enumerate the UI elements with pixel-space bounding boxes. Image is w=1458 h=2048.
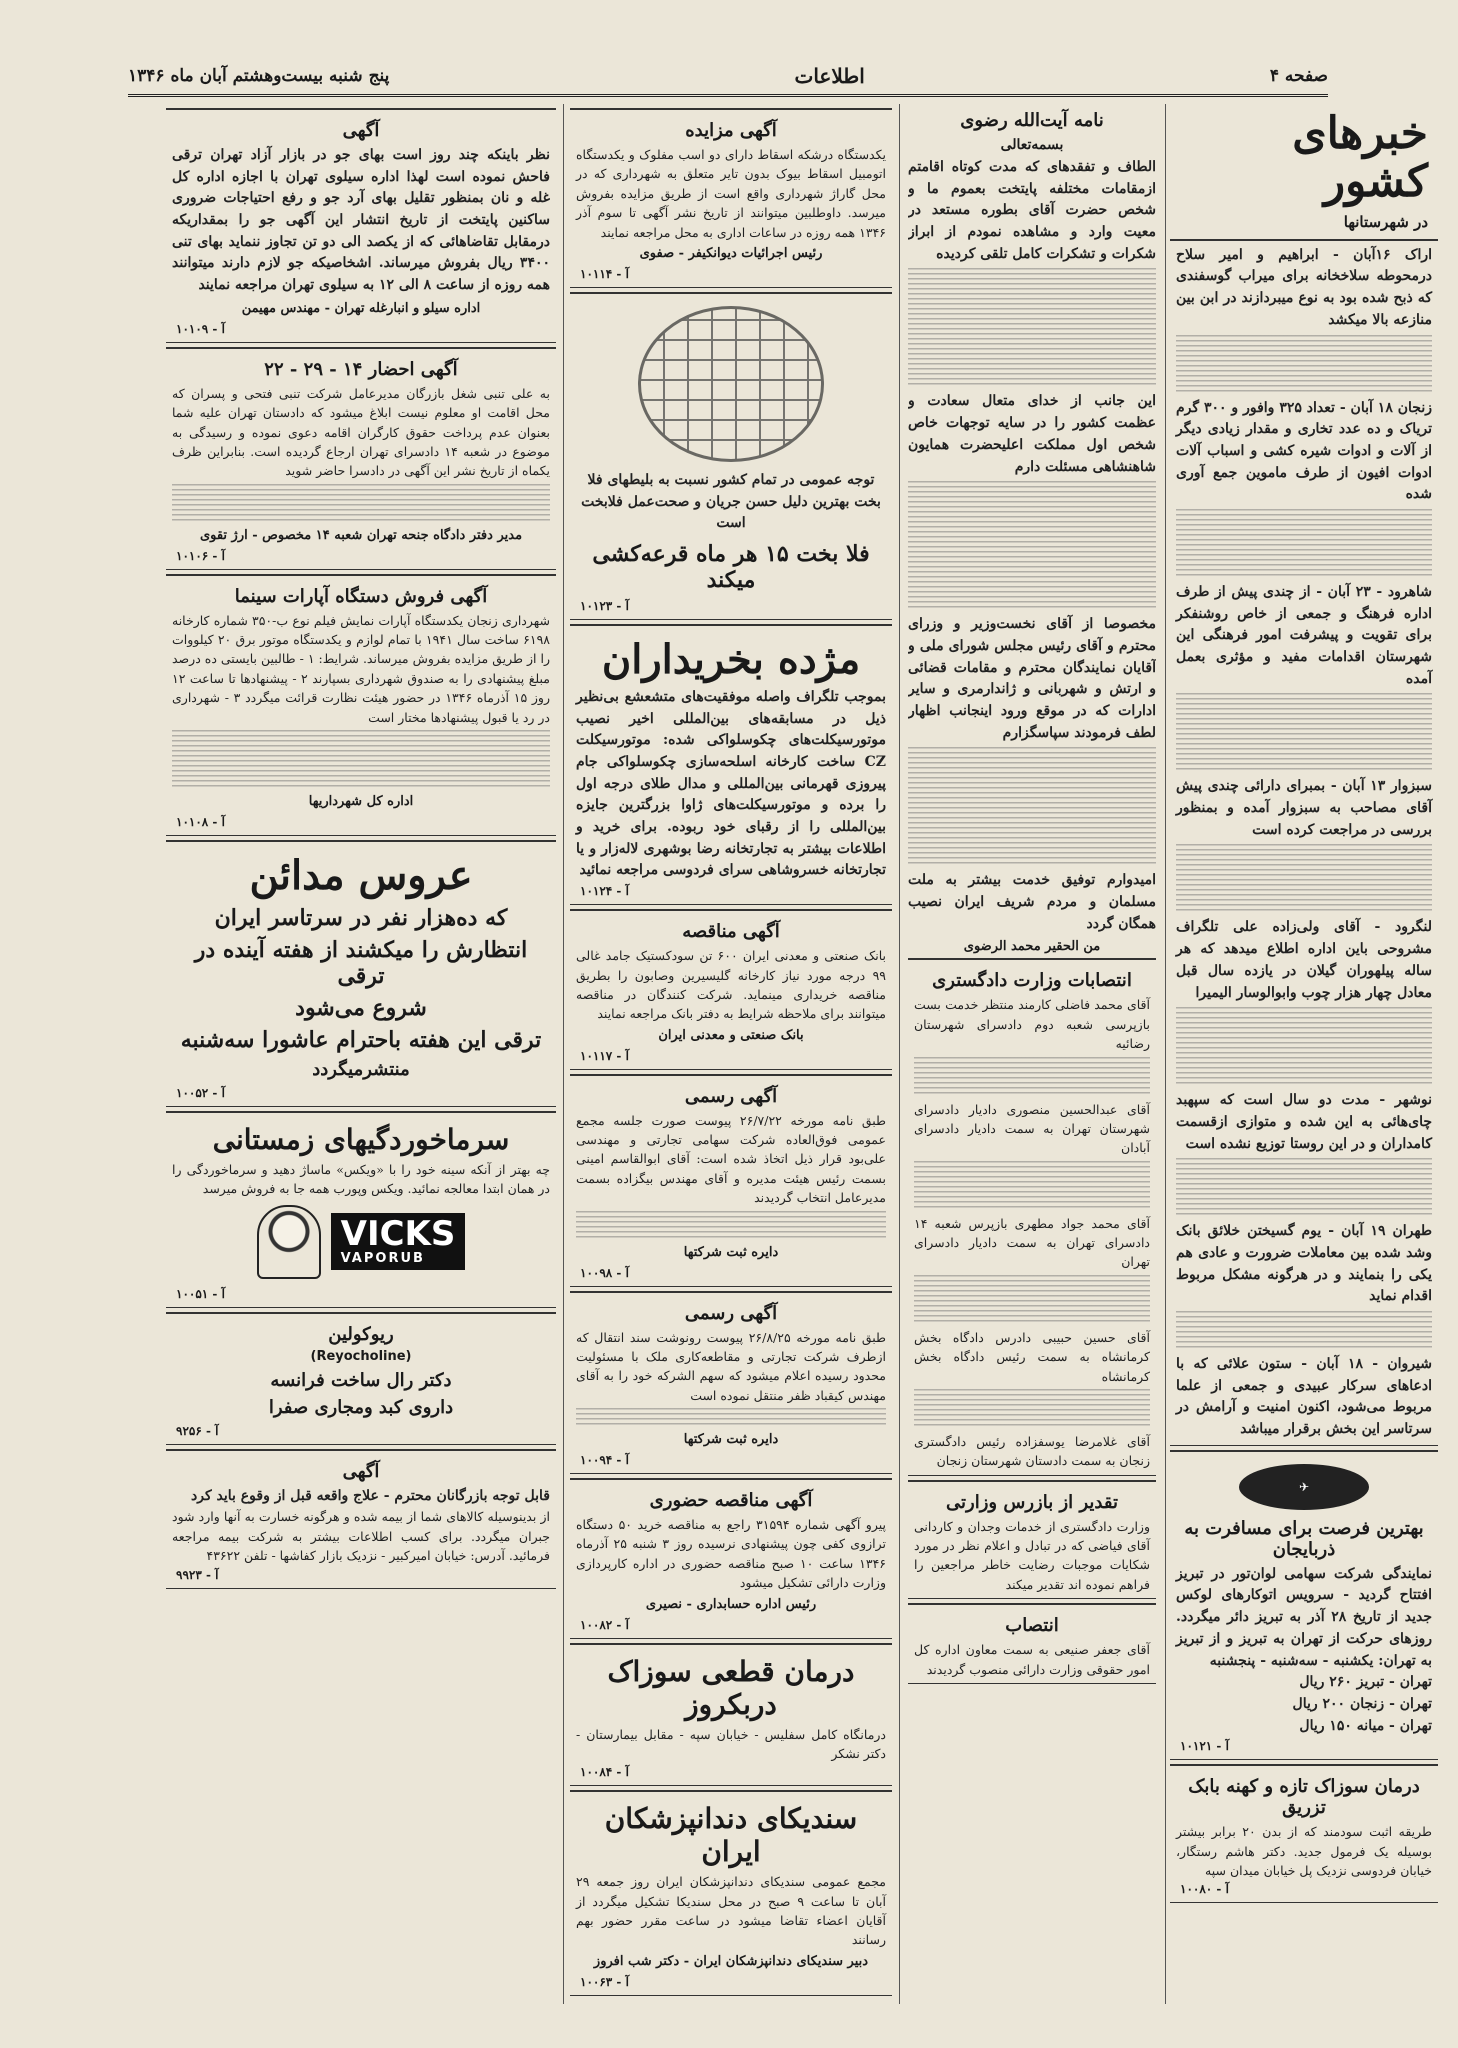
appointment: آقای محمد جواد مطهری بازپرس شعبه ۱۴ دادسرای تهران به سمت دادیار دادسرای تهران xyxy=(914,1215,1150,1270)
letter-para: امیدوارم توفیق خدمت بیشتر به ملت مسلمان و مردم شریف ایران نصیب همگان گردد xyxy=(908,872,1156,932)
ad-code xyxy=(576,1973,886,1991)
ad-code xyxy=(576,1264,886,1282)
news-item: طهران ۱۹ آبان - یوم گسیختن خلائق بانک وشد شده بین معاملات ضرورت و عادی هم یکی را بنمایند و در هرگونه مشکل مربوط اقدام نماید xyxy=(1176,1223,1432,1305)
letter-subtitle: بسمه‌تعالی xyxy=(1000,137,1064,153)
ad-code xyxy=(172,1566,550,1584)
ad-body: شهرداری زنجان یکدستگاه آپارات نمایش فیلم نوع ب-۳۵۰ شماره کارخانه ۶۱۹۸ ساخت سال ۱۹۴۱ با تمام لوازم و یکدستگاه موتور برق ۲۰ کیلووات را از طریق مزایده بفروش میرساند. شرایط: ۱ - طالبین بایستی ده درصد مبلغ پیشنهادی را به صندوق شهرداری بسپارند ۲ - پیشنهادها تا ساعت ۱۲ روز ۱۵ آذرماه ۱۳۴۶ در حضور هیئت نظارت قرائت میگردد ۳ - شهرداری در رد یا قبول پیشنهادها مختار است xyxy=(172,612,551,725)
globe-illustration-icon xyxy=(638,306,824,462)
letter-title: نامه آیت‌الله رضوی xyxy=(960,110,1104,131)
ad-signature: دبیر سندیکای دندانپزشکان ایران - دکتر شب افروز xyxy=(593,1953,869,1969)
ad-title: آگهی مزایده xyxy=(685,120,777,141)
text-lines xyxy=(1176,693,1432,773)
ad-title: آگهی فروش دستگاه آپارات سینما xyxy=(234,585,488,607)
column-notices xyxy=(570,104,892,2000)
text-lines xyxy=(914,1275,1150,1325)
ad-code xyxy=(576,1047,886,1065)
ad-code xyxy=(172,1084,550,1102)
ad-body: مجمع عمومی سندیکای دندانپزشکان ایران روز جمعه ۲۹ آبان تا ساعت ۹ صبح در محل سندیکا تشکیل میگردد از آقایان اعضاء تقاضا میشود در ساعت مقرر حضور بهم رسانند xyxy=(576,1874,886,1948)
vicks-logo-top: VICKS xyxy=(340,1214,456,1255)
text-lines xyxy=(172,730,550,790)
tender-ad xyxy=(570,909,892,1070)
ad-code-text: آ - ۱۰۰۶۳ xyxy=(580,1974,629,1989)
ad-code-text: آ - ۱۰۰۸۰ xyxy=(1180,1882,1229,1897)
ad-code xyxy=(576,882,886,900)
text-lines xyxy=(908,268,1156,388)
section-subtitle: در شهرستانها xyxy=(1343,212,1428,231)
judiciary-section xyxy=(908,958,1156,1475)
appointment: آقای غلامرضا یوسفزاده رئیس دادگستری زنجان به سمت دادستان شهرستان زنجان xyxy=(914,1433,1150,1469)
text-lines xyxy=(908,747,1156,867)
ad-title: آگهی xyxy=(342,1460,380,1482)
ad-code xyxy=(576,597,886,615)
reyocholine-ad xyxy=(166,1312,556,1445)
ad-signature: بانک صنعتی و معدنی ایران xyxy=(658,1027,804,1043)
ad-signature: اداره سیلو و انبارغله تهران - مهندس مهیمن xyxy=(241,300,481,316)
news-item: سبزوار ۱۳ آبان - بمبرای دارائی چندی پیش آقای مصاحب به سبزوار آمده و بمنظور بررسی در مراجعت کرده است xyxy=(1176,778,1433,838)
ad-code xyxy=(172,547,550,565)
section-title: خبرهای کشور xyxy=(1292,108,1428,208)
ad-code xyxy=(172,1422,550,1440)
ad-code-text: آ - ۱۰۱۰۶ xyxy=(176,548,225,563)
tender-ad xyxy=(570,1478,892,1639)
ad-code-text: آ - ۱۰۱۰۸ xyxy=(176,814,225,829)
official-ad xyxy=(570,1074,892,1287)
text-lines xyxy=(1176,1311,1432,1351)
insurance-ad xyxy=(166,1449,556,1589)
ad-body: بانک صنعتی و معدنی ایران ۶۰۰ تن سودکستیک جامد غالی ۹۹ درجه مورد نیاز کارخانه گلیسیرین وصابون را بطریق مناقصه خریداری مینماید. شرکت کنندگان در مناقصه میتوانند برای ملاحظه شرایط به دفتر بانک مراجعه نمایند xyxy=(576,948,886,1022)
ad-title: ریوکولین xyxy=(328,1323,394,1345)
ad-code xyxy=(576,1763,886,1781)
airline-emblem-icon: ✈ xyxy=(1239,1464,1369,1510)
ad-code xyxy=(576,1451,886,1469)
ad-signature: اداره کل شهرداریها xyxy=(308,793,414,809)
letter-para: الطاف و تفقدهای که مدت کوتاه اقامتم ازمقامات مختلفه پایتخت بعموم ما و شخص حضرت آقای بطوره مستعد در معیت وارد و مشاهده نمودم از ابراز شکرات و تشکرات کامل تلقی کردیده xyxy=(908,159,1156,262)
ad-title: آگهی رسمی xyxy=(684,1085,778,1107)
section-body: وزارت دادگستری از خدمات وجدان و کاردانی آقای فیاضی که در تبادل و اعلام نظر در مورد شکایات موجبات رضایت خاطر مراجعین را فراهم نموده اند تقدیر میکند xyxy=(914,1518,1150,1592)
ad-body: بموجب تلگراف واصله موفقیت‌های متشعشع بی‌نظیر ذیل در مسابقه‌های بین‌المللی اخیر نصیب موتورسیکلت‌های چکوسلواکی شده: موتورسیکلت CZ ساخت کارخانه اسلحه‌سازی چکوسلواکی جام پیروزی قهرمانی بین‌المللی و مدال طلای درجه اول را برده و موتورسیکلت‌های ژاوا بزرگترین جایزه بین‌المللی را از رقبای خود ربوده. برای خرید و اطلاعات بیشتر به تجارتخانه رضا بوشهری لاله‌زار و یا تجارتخانه خسروشاهی سرای فردوسی مراجعه نمائید xyxy=(576,688,886,879)
text-lines xyxy=(914,1057,1150,1097)
text-lines xyxy=(1176,335,1432,395)
ad-code-text: آ - ۱۰۱۲۴ xyxy=(580,884,629,899)
ad-body: طبق نامه مورخه ۲۶/۷/۲۲ پیوست صورت جلسه مجمع عمومی فوق‌العاده شرکت سهامی تجارتی و مهندسی علی‌بود قرار ذیل اتخاذ شده است: آقای ابوالقاسم امینی بسمت رئیس هیئت مدیره و آقای مهندس بیگزاده بسمت مدیرعامل انتخاب گردیدند xyxy=(576,1112,887,1206)
ad-signature: رئیس اجرائیات دیوانکیفر - صفوی xyxy=(639,245,823,261)
text-lines xyxy=(908,481,1156,611)
news-block xyxy=(1170,239,1438,1446)
play-ad xyxy=(166,840,556,1107)
price-row: تهران - میانه ۱۵۰ ریال xyxy=(1299,1717,1432,1734)
ad-title: درمان قطعی سوزاک دربکروز xyxy=(607,1654,855,1721)
ad-latin-name: (Reyocholine) xyxy=(310,1348,412,1364)
news-item: شیروان - ۱۸ آبان - ستون علائی که با ادعاهای سرکار عبیدی و جمعی از علما مربوط می‌شود، اکنون امنیت و آرامش در سرتاسر این بخش برقرار میباشد xyxy=(1176,1356,1432,1438)
news-item: نوشهر - مدت دو سال است که سپهبد چای‌هائی به این شده و متوازی ازقسمت کامداران و در این روستا توزیع نشده است xyxy=(1176,1092,1432,1152)
ad-signature: دایره ثبت شرکتها xyxy=(683,1244,779,1260)
ad-signature: دایره ثبت شرکتها xyxy=(683,1432,779,1447)
newspaper-name: اطلاعات xyxy=(794,64,865,88)
ad-signature: مدیر دفتر دادگاه جنحه تهران شعبه ۱۴ مخصوص - ارژ تقوی xyxy=(199,527,523,543)
text-lines xyxy=(1176,509,1432,579)
page-number: صفحه ۴ xyxy=(1269,66,1328,86)
ad-headline: فلا بخت ۱۵ هر ماه قرعه‌کشی میکند xyxy=(592,540,870,593)
letter-para: این جانب از خدای متعال سعادت و عظمت کشور را در سایه توجهات خاص شخص اول مملکت اعلیحضرت همایون شاهنشاهی مسئلت دارم xyxy=(908,393,1156,475)
ad-code-text: آ - ۱۰۰۹۴ xyxy=(580,1453,629,1467)
column-country-news xyxy=(1170,104,1438,1907)
ad-title: آگهی xyxy=(342,120,380,141)
column-ads xyxy=(166,104,556,1593)
column-rule xyxy=(899,104,900,2004)
ad-code xyxy=(172,320,550,338)
price-row: تهران - زنجان ۲۰۰ ریال xyxy=(1292,1695,1432,1712)
news-item: زنجان ۱۸ آبان - تعداد ۳۲۵ وافور و ۳۰۰ گرم تریاک و ده عدد تخاری و مقدار زیادی دیگر از آلات و ادوات شیره کشی و اسباب آلات ادوات افیون از طرف ماموین جمع آوری شده xyxy=(1176,399,1432,503)
ad-code xyxy=(576,1616,886,1634)
ad-code-text: آ - ۱۰۰۹۸ xyxy=(580,1265,629,1280)
ad-line: که ده‌هزار نفر در سرتاسر ایران xyxy=(214,904,508,931)
ad-code-text: آ - ۱۰۱۱۴ xyxy=(580,266,629,281)
ad-title: بهترین فرصت برای مسافرت به ذربایجان xyxy=(1184,1517,1424,1560)
nurse-portrait-icon xyxy=(257,1205,321,1279)
appointment: آقای عبدالحسین منصوری دادیار دادسرای شهرستان تهران به سمت دادیار دادسرای آبادان xyxy=(914,1101,1150,1156)
ad-code-text: آ - ۹۹۲۳ xyxy=(176,1567,219,1582)
section-title: تقدیر از بازرس وزارتی xyxy=(946,1491,1118,1513)
ad-code-text: آ - ۱۰۱۲۳ xyxy=(580,598,629,613)
text-lines xyxy=(1176,1007,1432,1087)
summons-ad xyxy=(166,347,556,570)
letter-signature: من الحقیر محمد الرضوی xyxy=(963,939,1101,955)
ad-code xyxy=(1176,1880,1432,1898)
news-item: لنگرود - آقای ولی‌زاده علی تلگراف مشروحی باین اداره اطلاع میدهد که هر ساله پیلهوران گیلان در یازده سال قبل معادل چهار هزار چوب وابوالوسار الیمیرا xyxy=(1176,919,1432,1001)
ad-code-text: آ - ۱۰۱۱۷ xyxy=(580,1048,629,1063)
appointment-section xyxy=(908,1603,1156,1684)
official-ad xyxy=(570,1291,892,1475)
ad-code-text: آ - ۱۰۰۵۲ xyxy=(176,1085,225,1100)
ad-code xyxy=(1176,1737,1432,1755)
ad-line: منتشرمیگردد xyxy=(312,1058,410,1080)
ad-line: ترقی این هفته باحترام عاشورا سه‌شنبه xyxy=(180,1026,542,1053)
ad-code-text: آ - ۱۰۰۸۲ xyxy=(580,1617,629,1632)
ad-subtitle: قابل توجه بازرگانان محترم - علاج واقعه قبل از وقوع باید کرد xyxy=(191,1487,550,1504)
ad-code-text: آ - ۱۰۱۰۹ xyxy=(176,321,225,336)
vicks-logo-block xyxy=(172,1205,550,1279)
page-header xyxy=(128,58,1328,97)
lottery-ad xyxy=(570,292,892,620)
text-lines xyxy=(172,484,550,524)
text-lines xyxy=(1176,844,1432,914)
section-title: انتصابات وزارت دادگستری xyxy=(932,970,1132,992)
text-lines xyxy=(576,1408,886,1428)
ad-line: دکتر رال ساخت فرانسه xyxy=(270,1369,452,1391)
ad-body: درمانگاه کامل سفلیس - خیابان سپه - مقابل بیمارستان - دکتر نشکر xyxy=(576,1726,886,1761)
ad-body: طریقه اثبت سودمند که از بدن ۲۰ برابر بیشتر بوسیله یک فرمول جدید. دکتر هاشم رستگار، خیابان فردوسی نزدیک پل خیابان میدان سپه xyxy=(1176,1824,1432,1879)
clinic-ad xyxy=(570,1643,892,1787)
text-lines xyxy=(914,1389,1150,1429)
section-body: آقای جعفر صنیعی به سمت معاون اداره کل امور حقوقی وزارت دارائی منصوب گردیدند xyxy=(914,1642,1150,1677)
commendation-section xyxy=(908,1480,1156,1600)
issue-date: پنج شنبه بیست‌وهشتم آبان ماه ۱۳۴۶ xyxy=(128,66,390,86)
letter-para: مخصوصا از آقای نخست‌وزیر و وزرای محترم و آقای رئیس مجلس شورای ملی و آقایان نمایندگان محترم و مقامات قضائی و ارتش و شهربانی و ژاندارمری و سایر ادارات که در موقع ورود اینجانب اظهار لطف فرمودند سپاسگزارم xyxy=(908,616,1156,741)
ad-body: از بدینوسیله کالاهای شما از بیمه شده و هرگونه خسارت به آنها وارد شود جبران میگردد. برای کسب اطلاعات بیشتر به شرکت بیمه مراجعه فرمائید. آدرس: خیابان امیرکبیر - نزدیک بازار کفاشها - تلفن ۴۳۶۲۲ xyxy=(172,1509,550,1564)
ad-line: داروی کبد ومجاری صفرا xyxy=(268,1396,454,1418)
text-lines xyxy=(1176,1158,1432,1218)
ad-body: طبق نامه مورخه ۲۶/۸/۲۵ پیوست رونوشت سند انتقال که ازطرف شرکت تجارتی و مقاطعه‌کاری ملک با مسئولیت محدود رسیده اعلام میشود که سهم الشرکه خود را به آقای مهندس کیقباد ظفر منتقل نموده است xyxy=(576,1329,886,1403)
column-rule xyxy=(563,104,564,2004)
ad-title: سندیکای دندانپزشکان ایران xyxy=(604,1802,858,1869)
ad-line: شروع می‌شود xyxy=(295,994,427,1021)
vicks-ad xyxy=(166,1111,556,1308)
ad-code-text: آ - ۱۰۰۵۱ xyxy=(176,1286,225,1301)
ad-title: آگهی مناقصه حضوری xyxy=(649,1490,813,1511)
ad-body: توجه عمومی در تمام کشور نسبت به بلیطهای فلا بخت بهترین دلیل حسن جریان و صحت‌عمل فلابخت است xyxy=(581,471,881,532)
appointment: آقای حسین حبیبی دادرس دادگاه بخش کرمانشاه به سمت رئیس دادگاه بخش کرمانشاه xyxy=(914,1329,1150,1384)
price-row: تهران - تبریز ۲۶۰ ریال xyxy=(1299,1674,1432,1691)
ad-title: آگهی رسمی xyxy=(684,1302,778,1324)
ad-title: درمان سوزاک تازه و کهنه بابک تزریق xyxy=(1188,1776,1420,1819)
ad-code xyxy=(576,265,886,283)
ad-title: سرماخوردگیهای زمستانی xyxy=(212,1122,510,1156)
ad-code-text: آ - ۹۲۵۶ xyxy=(176,1423,219,1438)
ad-code-text: آ - ۱۰۱۲۱ xyxy=(1180,1739,1229,1754)
buyers-ad xyxy=(570,624,892,905)
ad-code xyxy=(172,1285,550,1303)
ad-title: مژده بخریداران xyxy=(601,635,861,683)
ad-title: عروس مدائن xyxy=(249,851,473,899)
ad-body: نمایندگی شرکت سهامی لوان‌تور در تبریز افتتاح گردید - سرویس اتوکارهای لوکس جدید از تاریخ ۲۸ آذر به تبریز دائر میگردد. روزهای حرکت از تهران به تبریز و از تبریز به تهران: یکشنبه - سه‌شنبه - پنجشنبه xyxy=(1176,1565,1432,1669)
silo-ad xyxy=(166,108,556,343)
column-letter xyxy=(908,104,1156,1688)
ad-code-text: آ - ۱۰۰۸۴ xyxy=(580,1765,629,1780)
ad-signature: رئیس اداره حسابداری - نصیری xyxy=(645,1596,817,1612)
section-title: انتصاب xyxy=(1005,1615,1059,1637)
ad-title: آگهی مناقصه xyxy=(682,921,780,943)
news-item: شاهرود - ۲۳ آبان - از چندی پیش از طرف اداره فرهنگ و جمعی از خاص روشنفکر برای تقویت و پیشرفت امور فرهنگی این شهرستان اقدامات مفید و مؤثری بعمل آمده xyxy=(1176,583,1432,687)
vicks-logo xyxy=(331,1213,466,1270)
ad-treatment xyxy=(1170,1764,1438,1903)
column-rule xyxy=(1165,104,1166,2004)
vicks-logo-bottom: VAPORUB xyxy=(340,1251,425,1267)
ad-title: آگهی احضار ۱۴ - ۲۹ - ۲۲ xyxy=(264,358,458,380)
ad-code xyxy=(172,813,550,831)
ad-line: انتظارش را میکشند از هفته آینده در ترقی xyxy=(194,936,528,989)
ad-body: یکدستگاه درشکه اسقاط دارای دو اسب مفلوک و یکدستگاه اتومبیل اسقاط بیوک بدون تایر متعلق به شهرداری که در محل گاراژ شهرداری واقع است از طریق مزایده بفروش میرسد. داوطلبین میتوانند از تاریخ نشر آگهی تا سوم آذر ۱۳۴۶ همه روزه در ساعات اداری به محل مراجعه نمایند xyxy=(576,147,886,240)
news-item: اراک ۱۶آبان - ابراهیم و امیر سلاح درمحوطه سلاخخانه برای میراب گوسفندی که ذبح شده بود به نوع میبردازند در ابن بین منازعه بالا میکشد xyxy=(1176,246,1432,328)
cinema-ad xyxy=(166,574,556,836)
auction-ad xyxy=(570,108,892,288)
appointment: آقای محمد فاضلی کارمند منتظر خدمت بست بازپرسی شعبه دوم دادسرای شهرستان رضائیه xyxy=(914,997,1150,1052)
ad-body: پیرو آگهی شماره ۳۱۵۹۴ راجع به مناقصه خرید ۵۰ دستگاه ترازوی کفی چون پیشنهادی نرسیده روز ۳ شنبه ۲۵ آذرماه ۱۳۴۶ ساعت ۱۰ صبح مناقصه حضوری در اداره کارپردازی وزارت دارائی تشکیل میشود xyxy=(576,1517,886,1591)
dentists-ad xyxy=(570,1790,892,1996)
text-lines xyxy=(914,1161,1150,1211)
ad-travel xyxy=(1170,1450,1438,1761)
ad-body: چه بهتر از آنکه سینه خود را با «ویکس» ماساژ دهید و سرماخوردگی را در همان ابتدا معالجه نمائید. ویکس وپورب همه جا به فروش میرسد xyxy=(172,1161,550,1197)
text-lines xyxy=(576,1211,886,1241)
ad-body: به علی تنبی شغل بازرگان مدیرعامل شرکت تنبی فتحی و پسران که محل اقامت او معلوم نیست ابلاغ میشود که دادستان تهران علیه شما بعنوان عدم پرداخت حقوق کارگران اقامه دعوی نموده و رسیدگی به موضوع در شعبه ۱۴ دادسرای تهران ارجاع گردیده است. بنابراین ظرف یکماه از تاریخ نشر این آگهی در دادسرا حاضر شوید xyxy=(172,385,550,479)
ad-body: نظر باینکه چند روز است بهای جو در بازار آزاد تهران ترقی فاحش نموده است لهذا اداره سیلوی تهران با اجازه اداره کل غله و نان بمنظور تقلیل بهای آرد جو و رفع احتیاجات ضروری ساکنین پایتخت از تاریخ انتشار این آگهی جو را بمقداریکه درمقابل تقاضاهائی که از یکصد الی دو تن تجاوز ننماید بهای تنی ۳۴۰۰ ریال بفروش میرساند. اشخاصیکه جو لازم دارند میتوانند همه روزه از ساعت ۸ الی ۱۲ به سیلوی تهران مراجعه نمایند xyxy=(172,147,550,294)
